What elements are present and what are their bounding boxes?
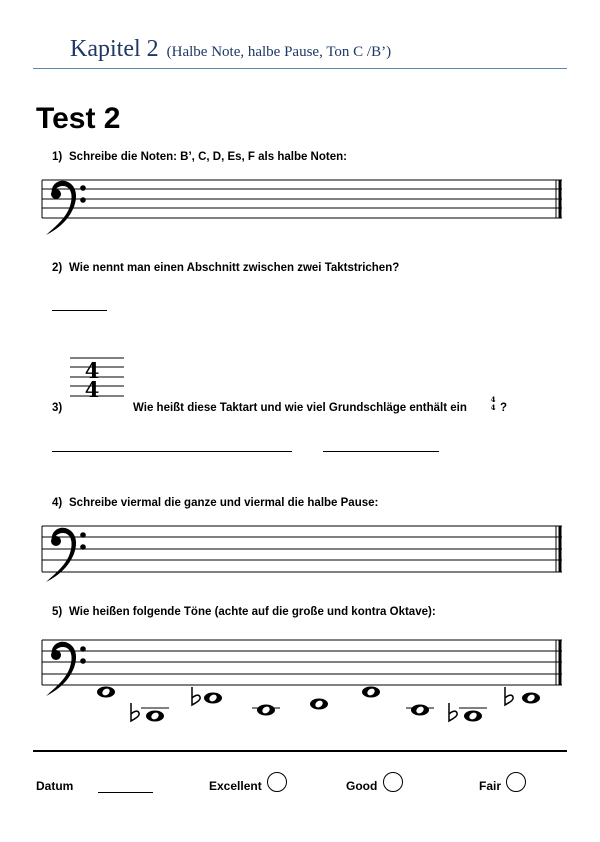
chapter-title: Kapitel 2 xyxy=(70,36,159,62)
inline-time-signature xyxy=(491,395,496,412)
inline-time-bottom: 4 xyxy=(490,403,496,412)
whole-note xyxy=(522,693,540,704)
time-signature-top: 4 xyxy=(84,358,100,383)
flat-sign xyxy=(449,703,457,721)
rating-excellent-circle[interactable] xyxy=(267,772,287,792)
time-signature-bottom: 4 xyxy=(84,377,100,402)
bass-clef-icon xyxy=(46,528,86,582)
question-text: Wie heißt diese Taktart und wie viel Grundschläge enthält ein xyxy=(133,402,467,414)
question-text: Wie heißen folgende Töne (achte auf die große und kontra Oktave): xyxy=(69,606,436,618)
whole-note xyxy=(204,693,222,704)
whole-note xyxy=(464,711,482,722)
staff-q1[interactable] xyxy=(42,180,562,235)
question-number: 2) xyxy=(52,262,63,274)
staff-q4[interactable] xyxy=(42,526,562,582)
time-signature-staff xyxy=(70,358,124,402)
test-title: Test 2 xyxy=(36,102,121,135)
question-number: 5) xyxy=(52,606,63,618)
chapter-subtitle: (Halbe Note, halbe Pause, Ton C /B’) xyxy=(166,44,392,60)
whole-note xyxy=(146,711,164,722)
footer-divider xyxy=(33,750,567,752)
rating-good-circle[interactable] xyxy=(383,772,403,792)
flat-sign xyxy=(505,687,513,705)
flat-sign xyxy=(192,687,200,705)
flat-sign xyxy=(131,703,139,721)
date-input-line[interactable] xyxy=(98,792,153,793)
question-3-suffix: ? xyxy=(500,402,508,414)
question-text: Wie nennt man einen Abschnitt zwischen zwei Taktstrichen? xyxy=(69,262,400,274)
question-number: 4) xyxy=(52,497,63,509)
whole-note xyxy=(411,705,429,716)
staff-q5 xyxy=(42,640,562,722)
question-text: Schreibe die Noten: B’, C, D, Es, F als halbe Noten: xyxy=(69,151,347,163)
whole-note xyxy=(310,699,328,710)
question-text: Schreibe viermal die ganze und viermal die halbe Pause: xyxy=(69,497,379,509)
rating-good-label: Good xyxy=(346,779,378,793)
rating-fair-circle[interactable] xyxy=(506,772,526,792)
bass-clef-icon xyxy=(46,642,86,696)
inline-time-top: 4 xyxy=(490,395,496,404)
question-number: 1) xyxy=(52,151,63,163)
date-label: Datum xyxy=(36,779,74,793)
whole-note xyxy=(362,687,380,698)
rating-fair-label: Fair xyxy=(479,779,502,793)
question-3-number: 3) xyxy=(52,402,63,414)
rating-excellent-label: Excellent xyxy=(209,779,262,793)
whole-note xyxy=(257,705,275,716)
whole-note xyxy=(97,687,115,698)
